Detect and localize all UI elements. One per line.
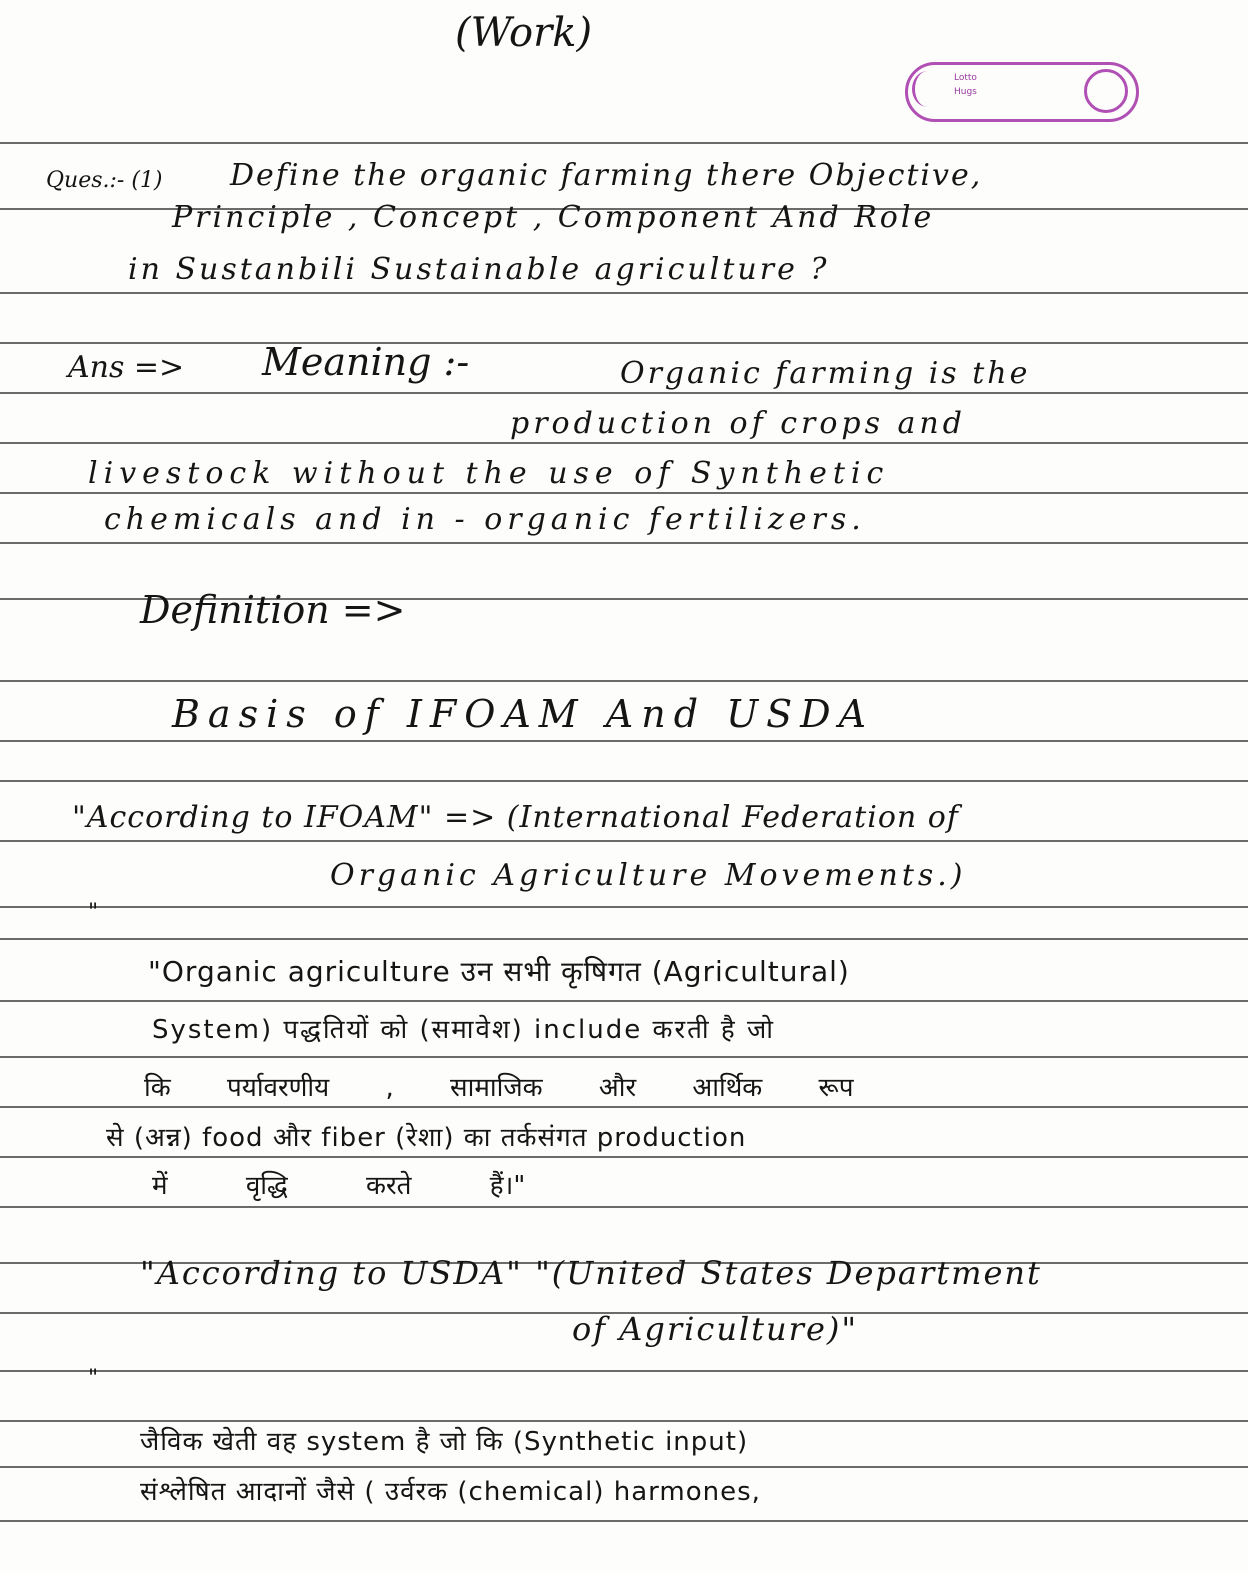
meaning-heading: Meaning :- (262, 340, 470, 384)
ifoam-quote-line-3: कि पर्यावरणीय , सामाजिक और आर्थिक रूप (144, 1073, 854, 1103)
ifoam-line-1: "According to IFOAM" => (International Federation of (72, 800, 959, 835)
ruled-line (0, 542, 1248, 544)
usda-line-1: "According to USDA" "(United States Department (140, 1254, 1042, 1292)
ruled-line (0, 1056, 1248, 1058)
answer-line-1: Organic farming is the (620, 356, 1031, 391)
ruled-line (0, 938, 1248, 940)
ruled-line (0, 342, 1248, 344)
ruled-line (0, 1000, 1248, 1002)
answer-line-4: chemicals and in - organic fertilizers. (104, 502, 866, 537)
ruled-line (0, 780, 1248, 782)
basis-heading: Basis of IFOAM And USDA (172, 692, 875, 736)
ruled-line (0, 906, 1248, 908)
ruled-line (0, 1520, 1248, 1522)
ruled-line (0, 392, 1248, 394)
ruled-line (0, 1370, 1248, 1372)
page-title: (Work) (455, 10, 593, 56)
ruled-line (0, 142, 1248, 144)
ruled-line (0, 680, 1248, 682)
ruled-line (0, 1156, 1248, 1158)
ruled-line (0, 292, 1248, 294)
answer-label: Ans => (68, 350, 185, 385)
quote-mark: " (88, 1366, 99, 1391)
answer-line-3: livestock without the use of Synthetic (88, 456, 890, 491)
ifoam-line-2: Organic Agriculture Movements.) (330, 858, 967, 893)
ifoam-quote-line-5: में वृद्धि करते हैं।" (152, 1171, 526, 1201)
ifoam-quote-line-2: System) पद्धतियों को (समावेश) include करती है जो (152, 1015, 776, 1045)
ruled-line (0, 442, 1248, 444)
ruled-line (0, 492, 1248, 494)
logo-line-1: Lotto (954, 73, 977, 83)
definition-heading: Definition => (140, 588, 406, 632)
question-line-1: Define the organic farming there Objective, (230, 158, 983, 193)
answer-line-2: production of crops and (510, 406, 966, 441)
question-line-3: in Sustanbili Sustainable agriculture ? (128, 252, 830, 287)
usda-quote-line-1: जैविक खेती वह system है जो कि (Synthetic input) (140, 1427, 749, 1457)
ruled-line (0, 1206, 1248, 1208)
ifoam-quote-line-1: "Organic agriculture उन सभी कृषिगत (Agricultural) (148, 955, 850, 988)
ruled-line (0, 1466, 1248, 1468)
notebook-logo (905, 62, 1139, 122)
question-line-2: Principle , Concept , Component And Role (172, 200, 935, 235)
usda-line-2: of Agriculture)" (572, 1310, 859, 1348)
logo-swirl-icon (912, 71, 943, 107)
ruled-line (0, 740, 1248, 742)
ruled-line (0, 840, 1248, 842)
ruled-line (0, 1106, 1248, 1108)
logo-line-2: Hugs (954, 87, 977, 97)
quote-mark: " (88, 900, 99, 925)
logo-circle-icon (1084, 69, 1128, 113)
ifoam-quote-line-4: से (अन्न) food और fiber (रेशा) का तर्कसंगत production (106, 1123, 747, 1153)
question-label: Ques.:- (1) (46, 168, 163, 193)
usda-quote-line-2: संश्लेषित आदानों जैसे ( उर्वरक (chemical) harmones, (140, 1477, 761, 1507)
